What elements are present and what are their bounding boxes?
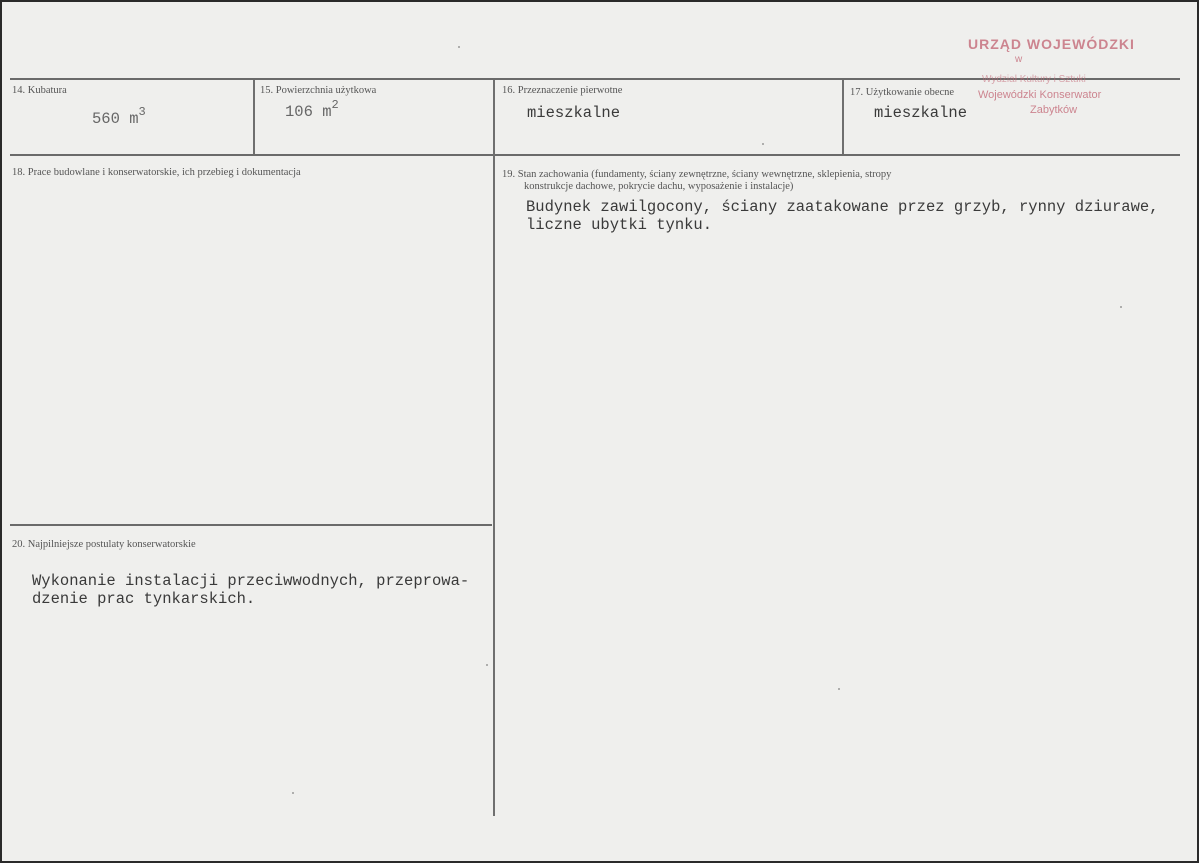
field-15-number: 106 m (285, 103, 332, 121)
field-17-label: 17. Użytkowanie obecne (850, 87, 955, 98)
field-18-label: 18. Prace budowlane i konserwatorskie, ich przebieg i dokumentacja (12, 167, 301, 178)
divider-15-16 (493, 80, 495, 816)
divider-16-17 (842, 80, 844, 154)
field-20-text-line2: dzenie prac tynkarskich. (32, 590, 256, 608)
paper-speck (838, 688, 840, 690)
field-14-number: 560 m (92, 110, 139, 128)
paper-speck (486, 664, 488, 666)
stamp-line1: URZĄD WOJEWÓDZKI (968, 36, 1135, 52)
paper-speck (292, 792, 294, 794)
field-14-label: 14. Kubatura (12, 85, 67, 96)
field-14-exponent: 3 (138, 105, 146, 119)
row-rule (10, 154, 1180, 156)
stamp-line2: w (1015, 54, 1023, 65)
section-rule (10, 524, 492, 526)
paper-speck (1120, 306, 1122, 308)
field-19-label-line1: 19. Stan zachowania (fundamenty, ściany zewnętrzne, ściany wewnętrzne, sklepienia, stropy (502, 169, 892, 180)
divider-14-15 (253, 80, 255, 154)
field-17-value: mieszkalne (874, 104, 968, 122)
field-19-text-line2: liczne ubytki tynku. (526, 216, 713, 234)
stamp-line3: Wydział Kultury i Sztuki (982, 74, 1086, 85)
paper-speck (762, 143, 764, 145)
field-20-text-line1: Wykonanie instalacji przeciwwodnych, przeprowa- (32, 572, 470, 590)
field-15-exponent: 2 (331, 98, 339, 112)
field-19-label-line2: konstrukcje dachowe, pokrycie dachu, wyposażenie i instalacje) (524, 181, 794, 192)
stamp-line5: Zabytków (1030, 104, 1078, 116)
field-15-label: 15. Powierzchnia użytkowa (260, 85, 377, 96)
field-19-text-line1: Budynek zawilgocony, ściany zaatakowane przez grzyb, rynny dziurawe, (526, 198, 1159, 216)
paper-speck (458, 46, 460, 48)
field-15-value (285, 98, 339, 122)
official-stamp (960, 30, 1160, 130)
field-20-label: 20. Najpilniejsze postulaty konserwatorskie (12, 539, 196, 550)
field-16-label: 16. Przeznaczenie pierwotne (502, 85, 623, 96)
stamp-line4: Wojewódzki Konserwator (978, 89, 1102, 101)
field-16-value: mieszkalne (527, 104, 621, 122)
field-14-value (92, 105, 146, 129)
